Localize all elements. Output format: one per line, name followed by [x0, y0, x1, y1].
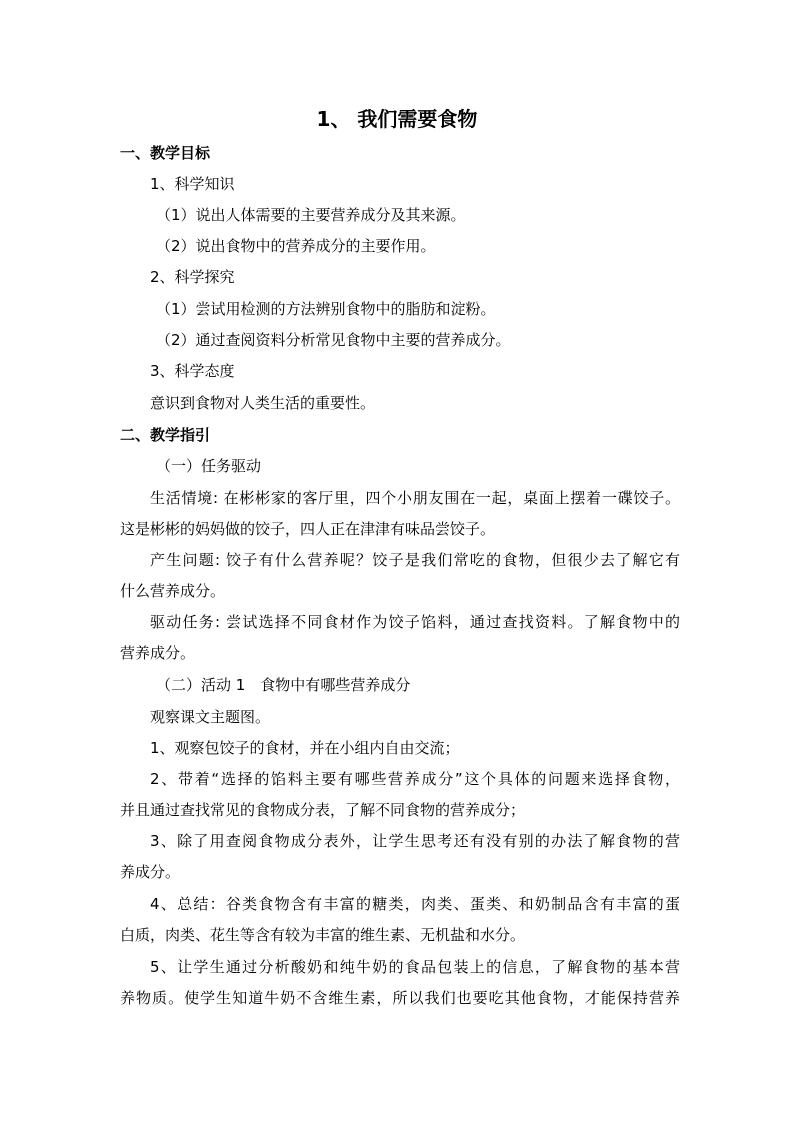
paragraph-line: 驱动任务: 尝试选择不同食材作为饺子馅料，通过查找资料。了解食物中的: [150, 613, 680, 631]
document-title: 1、 我们需要食物: [316, 107, 478, 131]
subheading-activity-1: （二）活动 1 食物中有哪些营养成分: [156, 676, 411, 694]
paragraph-line: 营养成分。: [120, 644, 196, 662]
list-item: 1、观察包饺子的食材，并在小组内自由交流；: [150, 739, 460, 757]
paragraph-line: 这是彬彬的妈妈做的饺子，四人正在津津有味品尝饺子。: [120, 520, 496, 538]
list-item: 5、让学生通过分析酸奶和纯牛奶的食品包装上的信息，了解食物的基本营: [150, 958, 680, 976]
list-item: 2、带着“选择的馅料主要有哪些营养成分”这个具体的问题来选择食物，: [150, 770, 680, 788]
list-item: 3、除了用查阅食物成分表外，让学生思考还有没有别的办法了解食物的营: [150, 832, 680, 850]
subheading-science-inquiry: 2、科学探究: [150, 268, 235, 286]
subheading-science-attitude: 3、科学态度: [150, 362, 235, 380]
paragraph-line: 产生问题: 饺子有什么营养呢？饺子是我们常吃的食物，但很少去了解它有: [150, 551, 680, 569]
section-heading-teaching-objectives: 一、教学目标: [120, 144, 211, 162]
paragraph-line: 白质，肉类、花生等含有较为丰富的维生素、无机盐和水分。: [120, 926, 526, 944]
objective-item: （2）说出食物中的营养成分的主要作用。: [156, 237, 436, 255]
subheading-science-knowledge: 1、科学知识: [150, 175, 235, 193]
objective-item: （1）说出人体需要的主要营养成分及其来源。: [156, 206, 466, 224]
paragraph-line: 什么营养成分。: [120, 582, 226, 600]
paragraph-line: 生活情境: 在彬彬家的客厅里，四个小朋友围在一起，桌面上摆着一碟饺子。: [150, 489, 680, 507]
paragraph-line: 养成分。: [120, 863, 181, 881]
objective-item: （1）尝试用检测的方法辨别食物中的脂肪和淀粉。: [156, 300, 496, 318]
objective-item: （2）通过查阅资料分析常见食物中主要的营养成分。: [156, 331, 511, 349]
list-item: 4、总结：谷类食物含有丰富的糖类，肉类、蛋类、和奶制品含有丰富的蛋: [150, 895, 680, 913]
paragraph-line: 养物质。使学生知道牛奶不含维生素，所以我们也要吃其他食物，才能保持营养: [120, 989, 680, 1007]
paragraph-line: 意识到食物对人类生活的重要性。: [150, 394, 376, 412]
section-heading-teaching-guide: 二、教学指引: [120, 426, 211, 444]
subheading-task-driven: （一）任务驱动: [156, 457, 262, 475]
paragraph-line: 并且通过查找常见的食物成分表，了解不同食物的营养成分；: [120, 801, 526, 819]
paragraph-line: 观察课文主题图。: [150, 708, 271, 726]
